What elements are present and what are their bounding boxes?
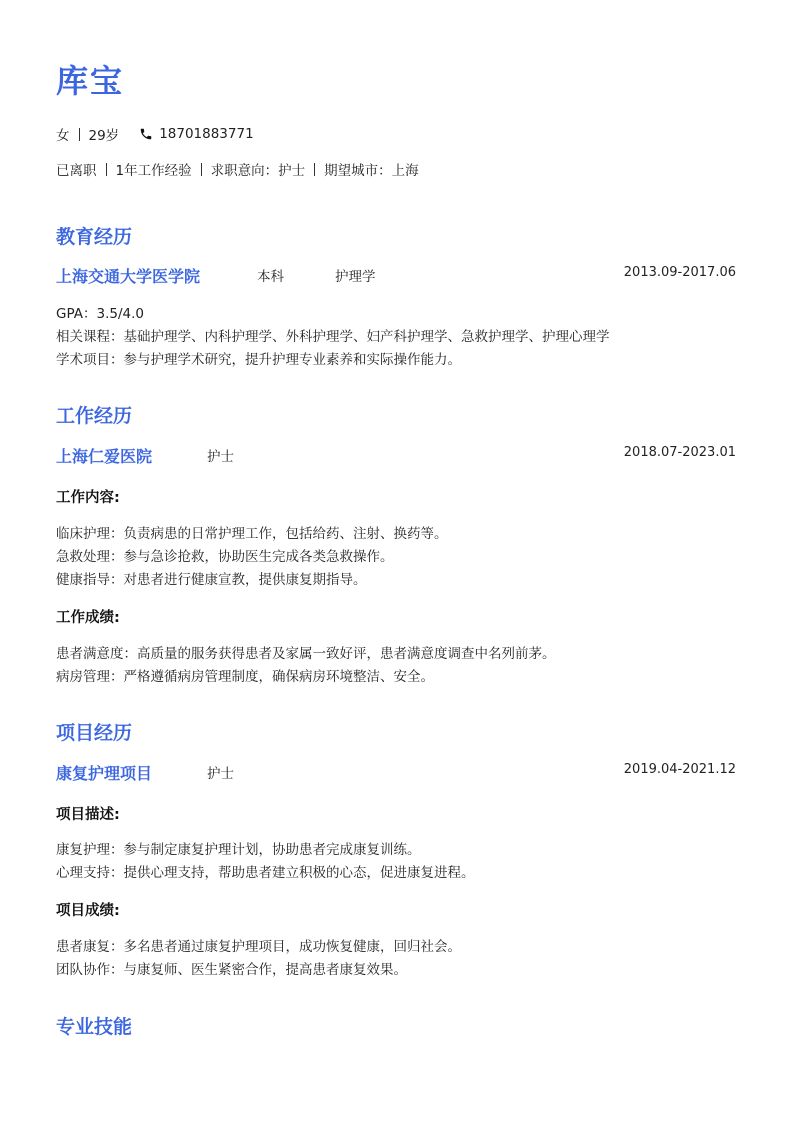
divider [106,163,107,176]
project-result-line: 患者康复：多名患者通过康复护理项目，成功恢复健康，回归社会。 [56,939,461,955]
work-content-title: 工作内容: [56,490,120,506]
work-content-line: 临床护理：负责病患的日常护理工作，包括给药、注射、换药等。 [56,526,448,542]
divider [79,128,80,141]
phone-number: 18701883771 [159,126,254,142]
work-header-row [56,444,736,466]
job-info-line [56,159,419,179]
education-section-title: 教育经历 [56,226,133,248]
project-result-title: 项目成绩: [56,903,120,919]
job-intention: 求职意向：护士 [210,163,306,179]
education-date: 2013.09-2017.06 [623,265,736,280]
divider [314,163,315,176]
project-role: 护士 [207,766,234,782]
education-line: 学术项目：参与护理学术研究，提升护理专业素养和实际操作能力。 [56,352,461,368]
work-result-title: 工作成绩: [56,610,120,626]
phone-icon [139,127,153,141]
work-content-line: 健康指导：对患者进行健康宣教，提供康复期指导。 [56,572,367,588]
degree: 本科 [257,269,284,285]
work-date: 2018.07-2023.01 [623,445,736,460]
employment-status: 已离职 [56,163,97,179]
project-section-title: 项目经历 [56,722,133,744]
work-content-line: 急救处理：参与急诊抢救，协助医生完成各类急救操作。 [56,549,394,565]
age: 29岁 [88,128,120,144]
gender: 女 [56,128,70,144]
project-header-row [56,761,736,783]
candidate-name: 库宝 [56,62,125,100]
education-line: 相关课程：基础护理学、内科护理学、外科护理学、妇产科护理学、急救护理学、护理心理学 [56,329,610,345]
divider [201,163,202,176]
experience-years: 1年工作经验 [115,163,192,179]
project-desc-line: 心理支持：提供心理支持，帮助患者建立积极的心态，促进康复进程。 [56,865,475,881]
work-role: 护士 [207,449,234,465]
project-name: 康复护理项目 [56,764,153,783]
education-line: GPA：3.5/4.0 [56,306,144,322]
project-desc-line: 康复护理：参与制定康复护理计划，协助患者完成康复训练。 [56,842,421,858]
school-name: 上海交通大学医学院 [56,267,201,286]
project-result-line: 团队协作：与康复师、医生紧密合作，提高患者康复效果。 [56,962,407,978]
project-date: 2019.04-2021.12 [623,762,736,777]
company-name: 上海仁爱医院 [56,447,153,466]
work-section-title: 工作经历 [56,405,133,427]
work-result-line: 病房管理：严格遵循病房管理制度，确保病房环境整洁、安全。 [56,669,434,685]
education-header-row [56,264,736,286]
expected-city: 期望城市：上海 [324,163,419,179]
major: 护理学 [335,269,376,285]
work-result-line: 患者满意度：高质量的服务获得患者及家属一致好评，患者满意度调查中名列前茅。 [56,646,556,662]
basic-info-line [56,124,254,144]
project-desc-title: 项目描述: [56,807,120,823]
skills-section-title: 专业技能 [56,1016,133,1038]
